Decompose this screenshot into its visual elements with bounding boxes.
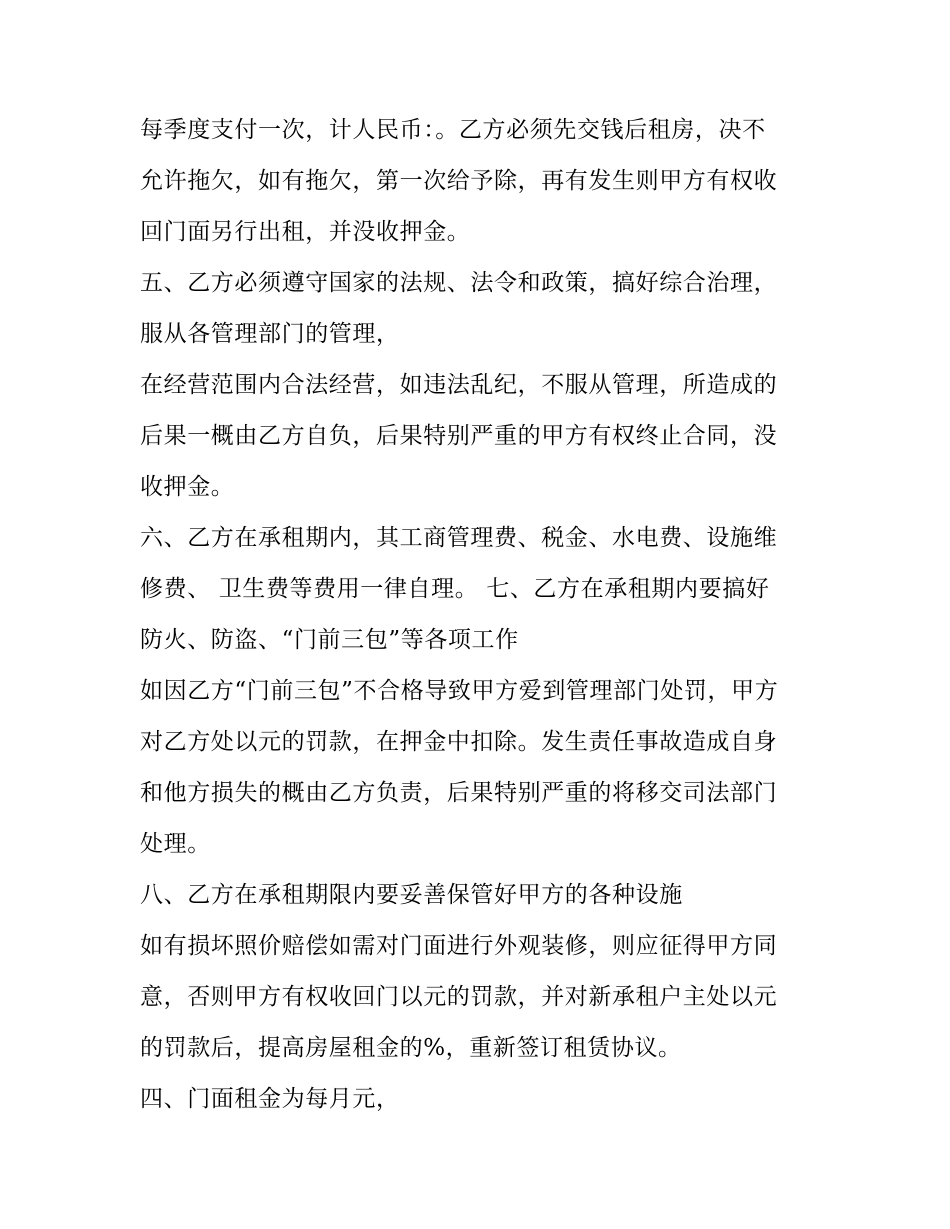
clause-eight: 八、乙方在承租期限内要妥善保管好甲方的各种设施 (140, 882, 683, 908)
clause-five: 五、乙方必须遵守国家的法规、法令和政策，搞好综合治理， (140, 270, 778, 296)
text-line: 在经营范围内合法经营，如违法乱纪，不服从管理，所造成的 (140, 372, 778, 398)
text-line: 服从各管理部门的管理， (140, 321, 400, 347)
text-line: 如有损坏照价赔偿如需对门面进行外观装修，则应征得甲方同 (140, 933, 778, 959)
text-line: 后果一概由乙方自负，后果特别严重的甲方有权终止合同，没 (140, 423, 778, 449)
clause-six: 六、乙方在承租期内，其工商管理费、税金、水电费、设施维 (140, 525, 778, 551)
text-line: 如因乙方“门前三包”不合格导致甲方爱到管理部门处罚，甲方 (140, 678, 779, 704)
text-line: 允许拖欠，如有拖欠，第一次给予除，再有发生则甲方有权收 (140, 168, 778, 194)
text-line: 意，否则甲方有权收回门以元的罚款，并对新承租户主处以元 (140, 984, 778, 1010)
text-line: 和他方损失的概由乙方负责，后果特别严重的将移交司法部门 (140, 780, 778, 806)
text-line: 回门面另行出租，并没收押金。 (140, 219, 471, 245)
text-line: 收押金。 (140, 474, 235, 500)
text-line: 对乙方处以元的罚款，在押金中扣除。发生责任事故造成自身 (140, 729, 778, 755)
contract-body (140, 108, 820, 1128)
text-line: 防火、防盗、“门前三包”等各项工作 (140, 627, 519, 653)
text-line: 每季度支付一次，计人民币：。乙方必须先交钱后租房，决不 (140, 117, 766, 143)
text-line: 修费、 卫生费等费用一律自理。 七、乙方在承租期内要搞好 (140, 576, 770, 602)
text-line: 的罚款后，提高房屋租金的%，重新签订租赁协议。 (140, 1035, 682, 1061)
clause-four: 四、门面租金为每月元， (140, 1086, 400, 1112)
text-line: 处理。 (140, 831, 211, 857)
